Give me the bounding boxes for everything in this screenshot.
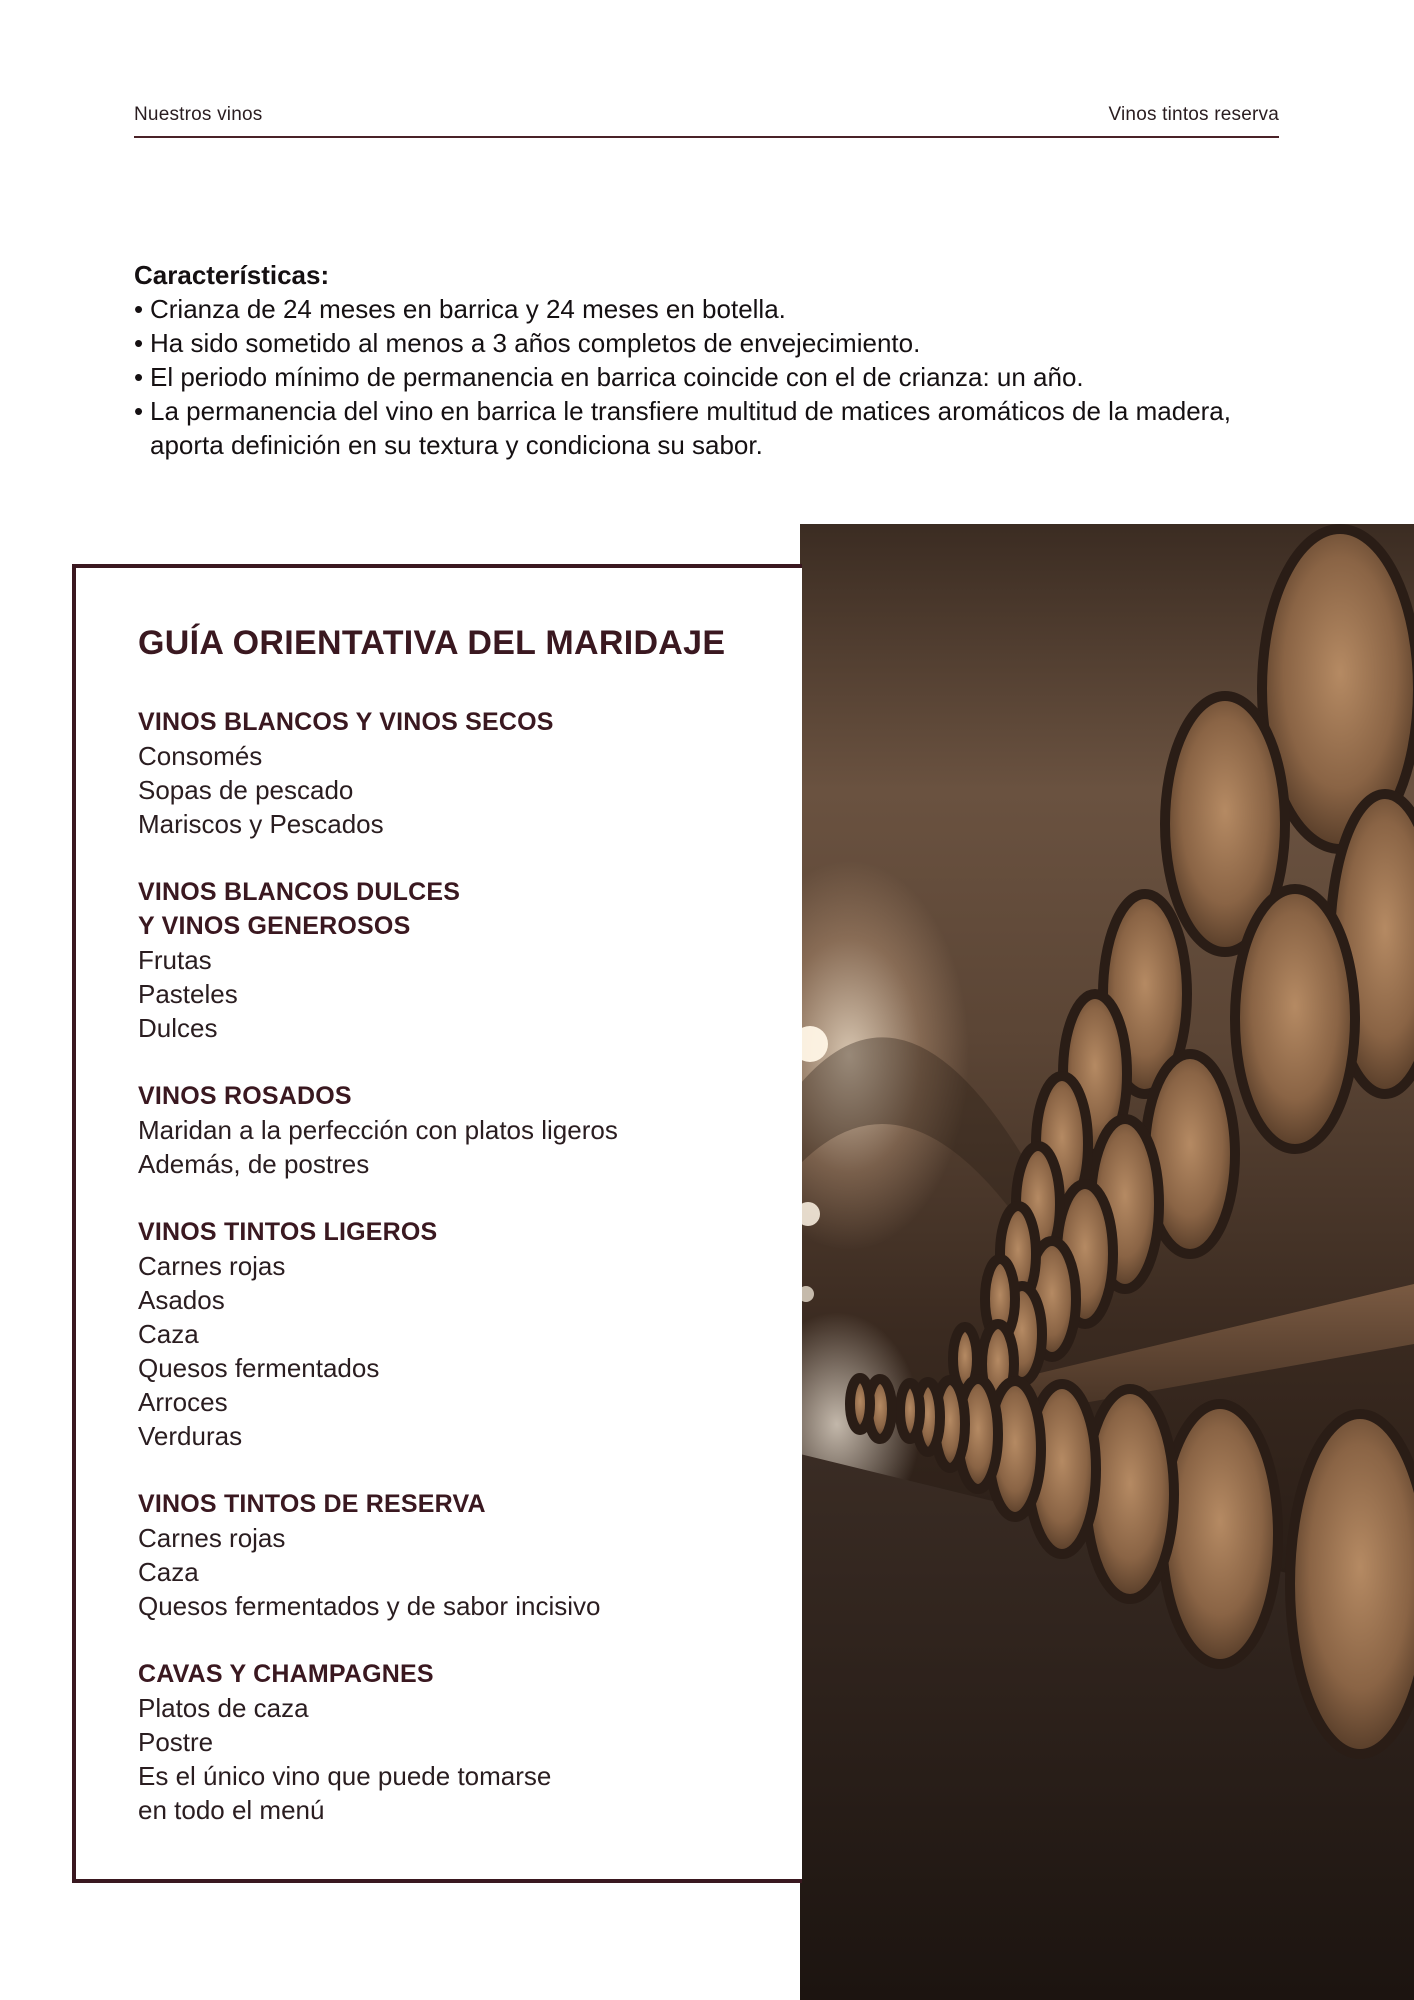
section-item: Maridan a la perfección con platos ligeros <box>138 1115 618 1145</box>
section-heading: CAVAS Y CHAMPAGNES <box>138 1660 434 1688</box>
section-item: Quesos fermentados <box>138 1353 380 1383</box>
pairing-guide-sections <box>138 705 758 1861</box>
section-item: Pasteles <box>138 979 238 1009</box>
pairing-guide-box <box>72 564 802 1883</box>
page-header <box>134 102 1279 138</box>
pairing-section-reserve-red <box>138 1487 758 1623</box>
section-heading: VINOS TINTOS LIGEROS <box>138 1218 438 1246</box>
characteristics-item: • El periodo mínimo de permanencia en barrica coincide con el de crianza: un año. <box>134 360 1284 394</box>
section-item: Es el único vino que puede tomarse <box>138 1761 552 1791</box>
pairing-section-rose <box>138 1079 758 1181</box>
section-item: Caza <box>138 1319 199 1349</box>
section-item: Dulces <box>138 1013 218 1043</box>
section-item: Sopas de pescado <box>138 775 354 805</box>
characteristics-item: • La permanencia del vino en barrica le transfiere multitud de matices aromáticos de la madera, aporta definición en su textura y condiciona su sabor. <box>134 394 1284 462</box>
header-page-label: Vinos tintos reserva <box>1108 104 1279 125</box>
section-item: Frutas <box>138 945 212 975</box>
characteristics-title: Características: <box>134 260 330 290</box>
section-item: Caza <box>138 1557 199 1587</box>
section-heading: VINOS BLANCOS DULCES <box>138 878 461 906</box>
section-item: Verduras <box>138 1421 243 1451</box>
section-item: Además, de postres <box>138 1149 370 1179</box>
section-item: Consomés <box>138 741 263 771</box>
section-heading: VINOS ROSADOS <box>138 1082 352 1110</box>
section-item: Carnes rojas <box>138 1251 286 1281</box>
pairing-section-cava <box>138 1657 758 1827</box>
section-item: Quesos fermentados y de sabor incisivo <box>138 1591 601 1621</box>
section-item: Mariscos y Pescados <box>138 809 384 839</box>
wine-cellar-photo <box>800 524 1414 2000</box>
barrel-illustration <box>800 524 1414 2000</box>
section-item: Arroces <box>138 1387 228 1417</box>
characteristics-item: • Ha sido sometido al menos a 3 años completos de envejecimiento. <box>134 326 1284 360</box>
section-item: en todo el menú <box>138 1795 325 1825</box>
section-heading: Y VINOS GENEROSOS <box>138 912 411 940</box>
characteristics-list <box>134 292 1284 462</box>
section-item: Platos de caza <box>138 1693 309 1723</box>
section-heading: VINOS TINTOS DE RESERVA <box>138 1490 486 1518</box>
pairing-section-light-red <box>138 1215 758 1453</box>
pairing-section-white-sweet <box>138 875 758 1045</box>
section-item: Carnes rojas <box>138 1523 286 1553</box>
header-section-label: Nuestros vinos <box>134 104 263 125</box>
characteristics-item: • Crianza de 24 meses en barrica y 24 meses en botella. <box>134 292 1284 326</box>
characteristics-block <box>134 258 1284 462</box>
section-heading: VINOS BLANCOS Y VINOS SECOS <box>138 708 554 736</box>
pairing-guide-title: GUÍA ORIENTATIVA DEL MARIDAJE <box>138 624 726 662</box>
pairing-section-white-dry <box>138 705 758 841</box>
section-item: Asados <box>138 1285 225 1315</box>
section-item: Postre <box>138 1727 214 1757</box>
